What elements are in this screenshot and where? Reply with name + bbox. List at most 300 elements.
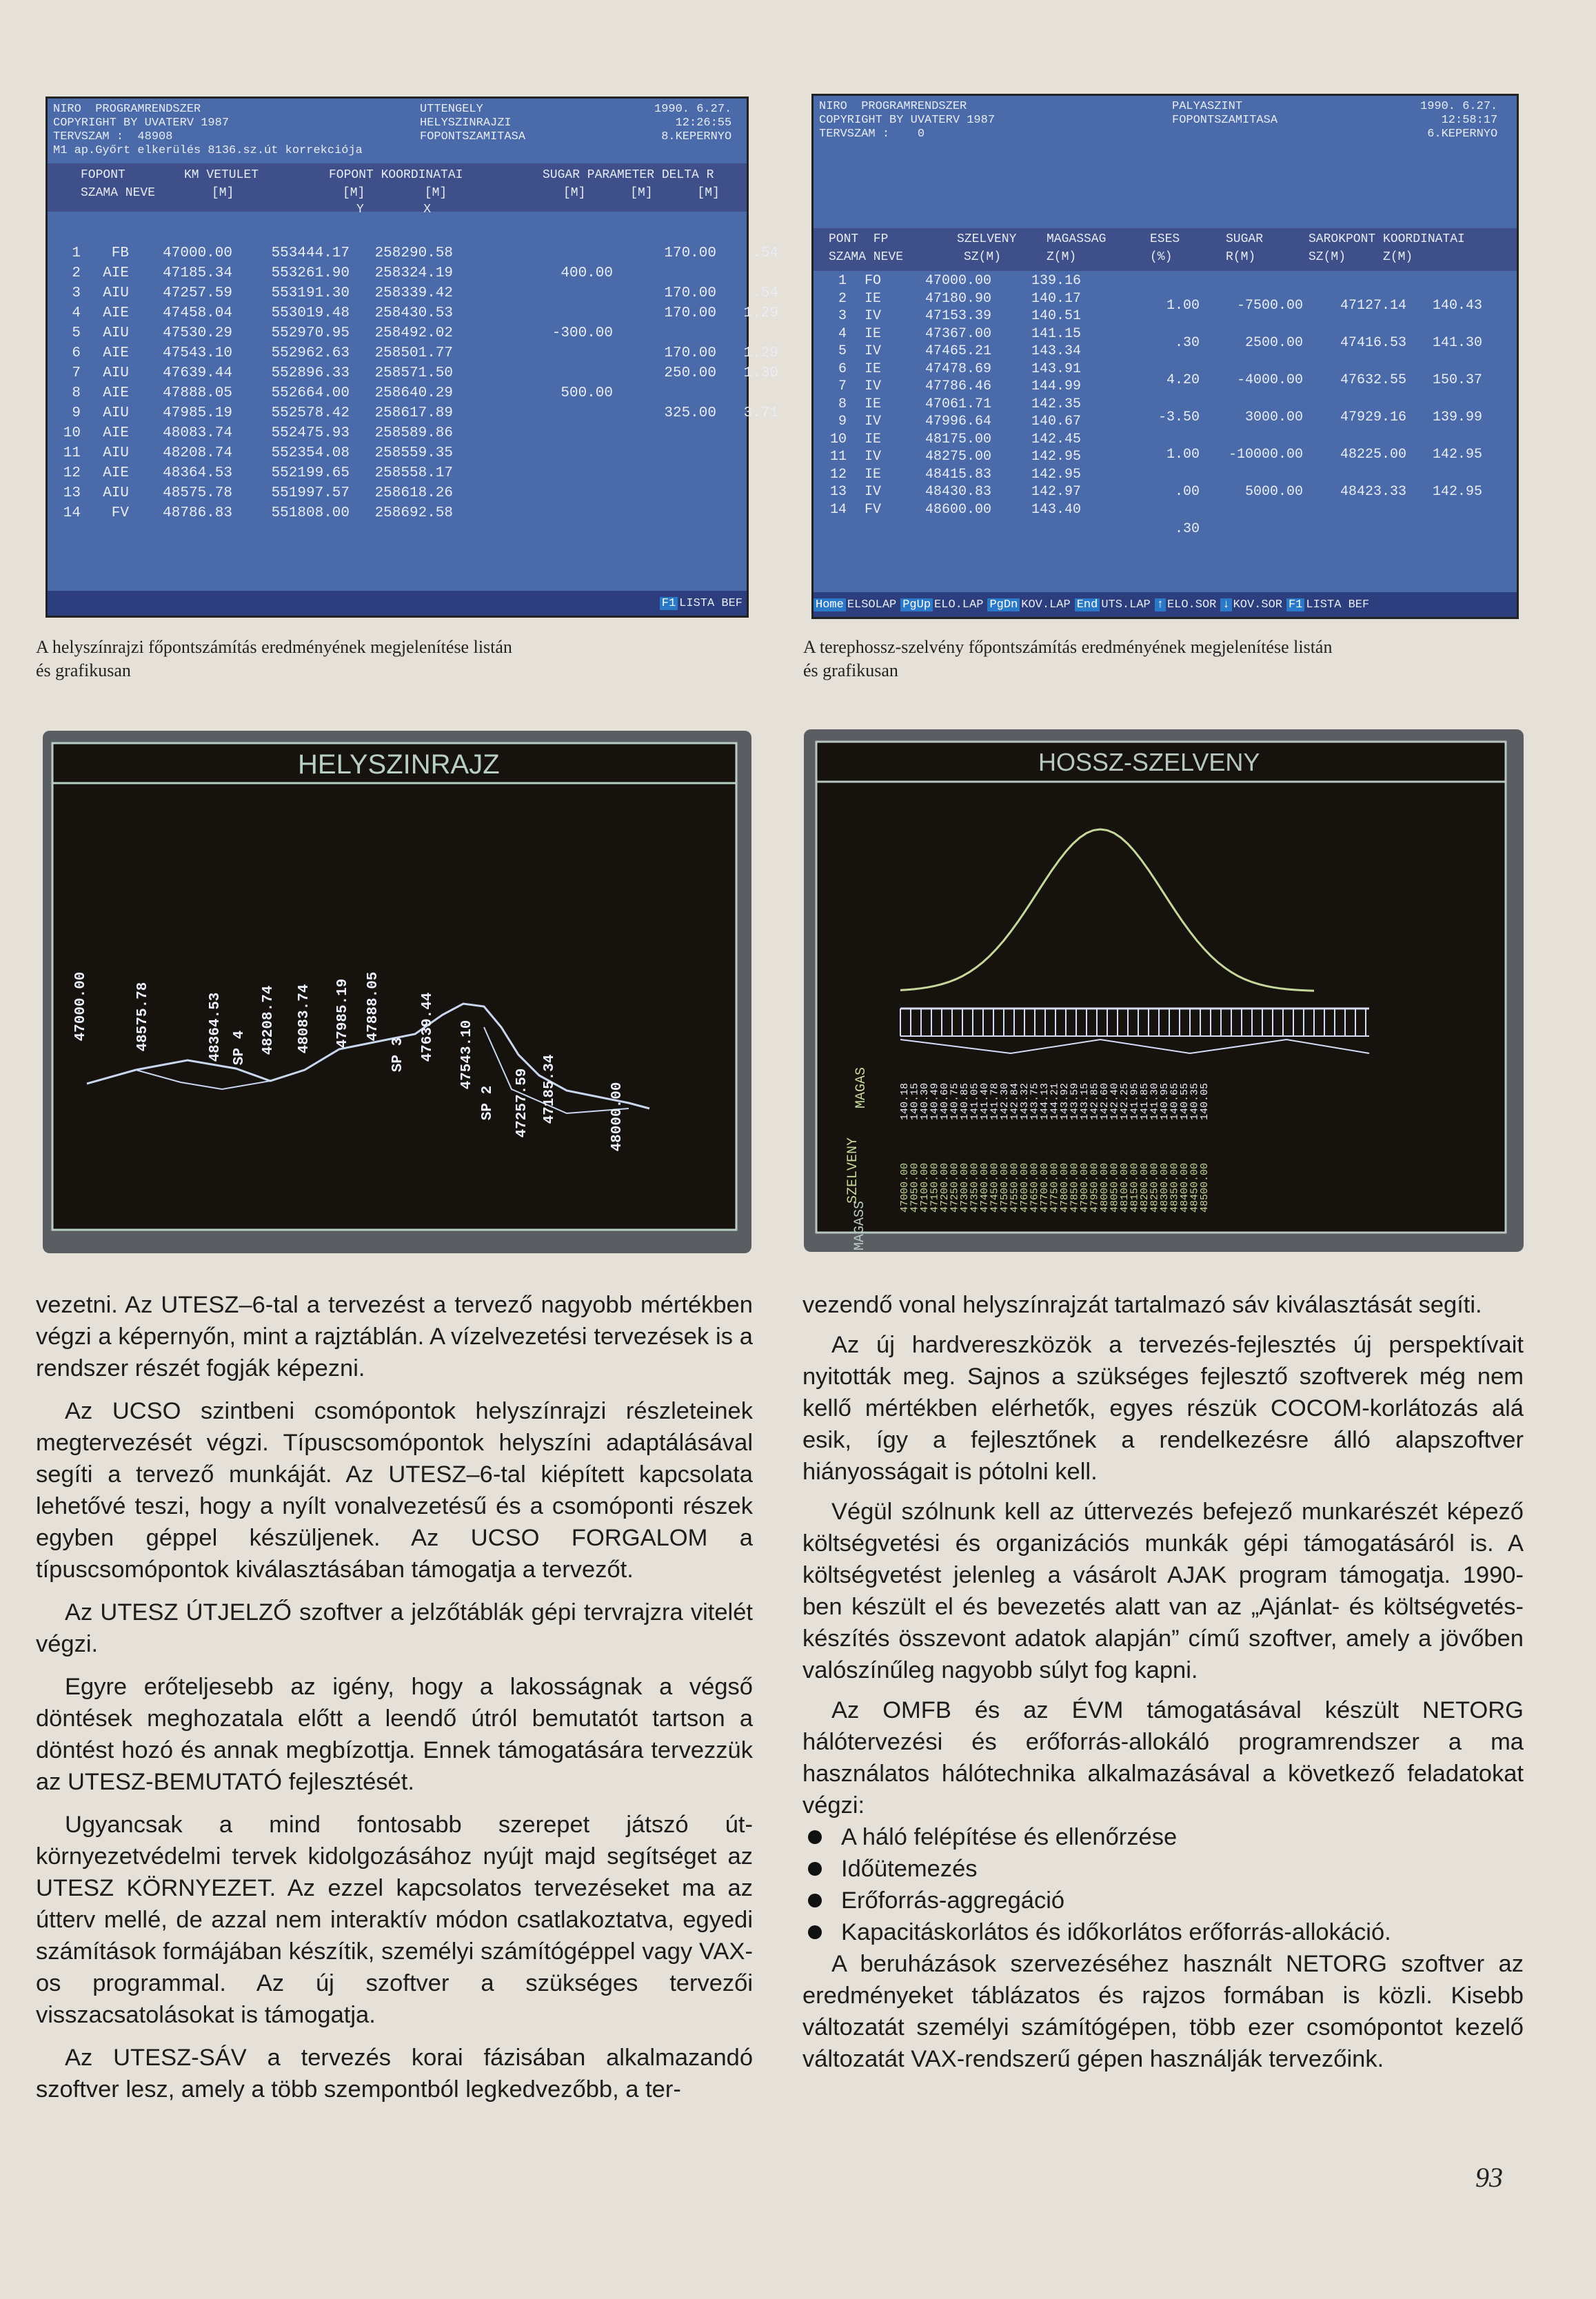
plot-title: HELYSZINRAJZ (298, 749, 500, 780)
table-cell: 258290.58 (374, 245, 453, 261)
screen-header-title (420, 103, 525, 144)
table-cell: .30 (1174, 335, 1200, 351)
table-cell: 258692.58 (374, 505, 453, 521)
table-cell: .00 (1174, 484, 1200, 500)
table-cell: 1.29 (743, 305, 778, 321)
table-cell: 47257.59 (163, 285, 232, 301)
table-cell: 12 (829, 466, 847, 483)
station-label: 47650.00 (1029, 1162, 1041, 1213)
elevation-label: 140.35 (1189, 1082, 1201, 1121)
screen-header-meta (1420, 100, 1497, 141)
fkey[interactable]: F1 (660, 597, 678, 610)
column-header: SZAMA NEVE (81, 186, 156, 200)
paragraph: Az új hardvereszközök a tervezés-fejlesztés új perspektívait nyitották meg. Sajnos a szükséges fejlesztő szoftverek még nem kellő mértékben elérhetők, egyes részük COCOM-korlátozás alá esik, így a fejlesztőnek a rendelkezésre álló alapszoftver hiányosságait is pótolni kell. (802, 1332, 1524, 1485)
table-cell: AIU (103, 445, 129, 461)
table-row (537, 383, 778, 403)
table-row (53, 423, 453, 443)
table-cell: 47543.10 (163, 345, 232, 361)
eses-sugar-columns (1144, 296, 1482, 556)
list-item: Időütemezés (802, 1853, 1524, 1885)
table-row (1144, 407, 1482, 445)
table-cell: IE (864, 396, 881, 412)
station-label: 47600.00 (1019, 1162, 1031, 1213)
table-cell: 13 (63, 485, 81, 501)
fkey-label: KOV.SOR (1233, 598, 1282, 611)
column-header: (%) (1150, 250, 1173, 264)
table-cell: 258324.19 (374, 265, 453, 281)
table-cell: 553261.90 (271, 265, 350, 281)
table-row (819, 466, 1081, 484)
table-cell: AIU (103, 405, 129, 421)
paragraph: Az UTESZ ÚTJELZŐ szoftver a jelzőtáblák gépi tervrajzra vitelét végzi. (36, 1599, 753, 1657)
station-label: SP 2 (480, 1085, 496, 1121)
station-label: 48450.00 (1189, 1162, 1201, 1213)
table-cell: 47061.71 (925, 396, 991, 412)
elevation-label: 142.30 (999, 1082, 1011, 1121)
station-label: 48000.00 (609, 1082, 625, 1152)
column-header: ESES (1150, 232, 1180, 246)
station-label: 47750.00 (1049, 1162, 1061, 1213)
table-cell: 48364.53 (163, 465, 232, 481)
header-line: HELYSZINRAJZI (420, 117, 512, 130)
table-row (819, 272, 1081, 290)
table-cell (1200, 519, 1303, 556)
elevation-label: 140.60 (939, 1082, 951, 1121)
column-header: SZ(M) (964, 250, 1002, 264)
table-cell: 258617.89 (374, 405, 453, 421)
station-label: 48300.00 (1159, 1162, 1171, 1213)
table-cell: 142.95 (1432, 447, 1482, 463)
fkey-label: KOV.LAP (1021, 598, 1071, 611)
table-cell: 6 (72, 345, 81, 361)
table-row (1144, 333, 1482, 370)
screen-szelveny-list (811, 94, 1519, 619)
table-cell: IV (864, 484, 881, 500)
elevation-label: 140.95 (1159, 1082, 1171, 1121)
table-cell (537, 303, 613, 323)
table-cell: 7 (838, 378, 847, 394)
elevation-label: 142.84 (1009, 1082, 1021, 1121)
table-cell: 325.00 (664, 405, 716, 421)
table-cell: 551808.00 (271, 505, 350, 521)
caption-line: A terephossz-szelvény főpontszámítás eredményének megjelenítése listán (803, 637, 1333, 657)
table-cell: 7 (72, 365, 81, 381)
elevation-label: 143.15 (1079, 1082, 1091, 1121)
station-label: 48050.00 (1109, 1162, 1121, 1213)
table-cell: AIU (103, 285, 129, 301)
table-cell: AIE (103, 265, 129, 281)
table-cell: 552578.42 (271, 405, 350, 421)
table-cell: 47367.00 (925, 325, 991, 342)
table-cell: IV (864, 449, 881, 465)
elevation-label: 141.05 (969, 1082, 981, 1121)
table-cell: 141.15 (1031, 325, 1081, 342)
table-cell: 4 (72, 305, 81, 321)
table-cell (537, 403, 613, 423)
fopont-table (53, 243, 453, 523)
station-label: 48208.74 (261, 985, 276, 1055)
table-cell: AIE (103, 425, 129, 441)
table-row (819, 361, 1081, 378)
table-cell: 143.40 (1031, 501, 1081, 518)
column-header: Y X (356, 203, 432, 216)
elevation-label: 140.75 (949, 1082, 961, 1121)
fkey[interactable]: PgUp (900, 598, 933, 611)
table-cell: 47000.00 (925, 273, 991, 289)
table-row (1144, 370, 1482, 407)
table-cell: .54 (752, 285, 778, 301)
paragraph: vezendő vonal helyszínrajzát tartalmazó sáv kiválasztását segíti. (802, 1292, 1482, 1318)
column-header: PONT FP (829, 232, 889, 246)
table-cell: 3000.00 (1244, 409, 1303, 425)
table-cell (537, 243, 613, 263)
table-cell: IV (864, 414, 881, 429)
table-cell: 258492.02 (374, 325, 453, 341)
table-cell: 47465.21 (925, 343, 991, 359)
table-row (537, 403, 778, 423)
table-cell: IE (864, 290, 881, 307)
table-cell: 139.16 (1031, 273, 1081, 289)
table-cell: AIU (103, 365, 129, 381)
table-cell: 1.30 (743, 365, 778, 381)
table-cell: 47185.34 (163, 265, 232, 281)
station-label: 47900.00 (1079, 1162, 1091, 1213)
table-cell: FV (111, 505, 129, 521)
station-label: 47050.00 (909, 1162, 921, 1213)
station-label: 48200.00 (1139, 1162, 1151, 1213)
table-cell (613, 263, 716, 283)
paragraph: A beruházások szervezéséhez használt NETORG szoftver az eredményeket táblázatos és rajzos formában is közli. Kisebb változatát személyi számítógépen, több ezer csomópontot kezelő változatát VAX-rendszerű gépen használják tervezőink. (802, 1951, 1524, 2072)
station-label: 47000.00 (73, 971, 89, 1042)
station-label: 48575.78 (135, 982, 151, 1052)
table-cell: IE (864, 466, 881, 483)
elevation-label: 140.49 (929, 1082, 941, 1121)
table-row (819, 290, 1081, 308)
table-cell: 258559.35 (374, 445, 453, 461)
header-line: 1990. 6.27. (1420, 100, 1498, 113)
table-cell: AIE (103, 385, 129, 401)
text-column-left (36, 1289, 753, 2105)
header-line: FOPONTSZAMITASA (1172, 114, 1278, 127)
fkey-label: LISTA BEF (679, 596, 743, 610)
table-row (819, 378, 1081, 396)
table-cell: 3.71 (743, 405, 778, 421)
table-cell: 142.95 (1031, 449, 1081, 465)
table-cell: 8 (72, 385, 81, 401)
table-row (537, 303, 778, 323)
header-line: COPYRIGHT BY UVATERV 1987 (819, 114, 996, 127)
table-cell: 3 (72, 285, 81, 301)
header-line: FOPONTSZAMITASA (420, 130, 526, 143)
table-cell: 552962.63 (271, 345, 350, 361)
station-label: 47300.00 (959, 1162, 971, 1213)
table-row (819, 483, 1081, 501)
elevation-label: 143.59 (1069, 1082, 1081, 1121)
text-column-right (802, 1289, 1524, 2075)
table-cell: 9 (838, 414, 847, 429)
table-cell: 1.00 (1166, 298, 1200, 314)
station-label: 48083.74 (296, 984, 312, 1054)
station-label: 48150.00 (1129, 1162, 1141, 1213)
elevation-label: 140.55 (1179, 1082, 1191, 1121)
elevation-label: 142.25 (1119, 1082, 1131, 1121)
station-label: 47550.00 (1009, 1162, 1021, 1213)
table-cell: 500.00 (560, 385, 613, 401)
table-cell (613, 323, 716, 343)
table-cell (1406, 519, 1482, 556)
table-cell: 10 (829, 431, 847, 447)
column-header: SAROKPONT KOORDINATAI (1309, 232, 1465, 246)
table-cell: 47530.29 (163, 325, 232, 341)
elevation-label: 143.32 (1019, 1082, 1031, 1121)
station-label: 47700.00 (1039, 1162, 1051, 1213)
station-label: 47950.00 (1089, 1162, 1101, 1213)
header-line: PALYASZINT (1172, 100, 1243, 113)
table-row (819, 325, 1081, 343)
fkey[interactable]: PgDn (987, 598, 1020, 611)
table-cell: 258618.26 (374, 485, 453, 501)
table-row (537, 343, 778, 363)
table-cell: 10 (63, 425, 81, 441)
table-cell: 12 (63, 465, 81, 481)
table-cell: 258640.29 (374, 385, 453, 401)
figure-caption-left (36, 636, 760, 682)
table-cell: 4.20 (1166, 372, 1200, 388)
table-cell: 3 (838, 308, 847, 324)
paragraph: Ugyancsak a mind fontosabb szerepet játszó út-környezetvédelmi tervek kidolgozásához nyújt majd segítséget az UTESZ KÖRNYEZET. Az ezzel kapcsolatos tervezéseket ma az útterv mellé, de azzal nem interaktív módon csatlakoztatva, egyedi számítások formájában készítik, személyi számítógéppel vagy VAX-os programmal. Az új szoftver a szükséges tervezői visszacsatolásokat is támogatja. (36, 1812, 753, 2028)
fkey[interactable]: End (1075, 598, 1100, 611)
table-cell: 48430.83 (925, 484, 991, 500)
table-cell (537, 283, 613, 303)
table-cell: 553444.17 (271, 245, 350, 261)
table-cell: 258589.86 (374, 425, 453, 441)
table-cell: 258501.77 (374, 345, 453, 361)
table-row (53, 383, 453, 403)
header-line: NIRO PROGRAMRENDSZER (819, 100, 967, 113)
list-item: A háló felépítése és ellenőrzése (802, 1821, 1524, 1853)
caption-line: és grafikusan (803, 660, 898, 680)
table-cell: 1 (72, 245, 81, 261)
table-cell: 170.00 (664, 345, 716, 361)
table-cell: AIU (103, 485, 129, 501)
table-cell: 48415.83 (925, 466, 991, 483)
station-label: 47450.00 (989, 1162, 1001, 1213)
table-cell: 48600.00 (925, 501, 991, 518)
table-cell (716, 383, 778, 403)
column-header: Z(M) (1047, 250, 1077, 264)
table-cell: 4 (838, 325, 847, 342)
table-row (53, 483, 453, 503)
table-row (819, 343, 1081, 361)
table-row (537, 323, 778, 343)
station-label: 48100.00 (1119, 1162, 1131, 1213)
table-cell: 9 (72, 405, 81, 421)
station-label: SP 3 (390, 1037, 406, 1073)
station-label: 47150.00 (929, 1162, 941, 1213)
fkey[interactable]: F1 (1286, 598, 1304, 611)
table-cell: 258430.53 (374, 305, 453, 321)
elevation-label: 141.30 (1149, 1082, 1161, 1121)
table-row (819, 307, 1081, 325)
elevation-label: 144.13 (1039, 1082, 1051, 1121)
screen-header-title (1172, 100, 1277, 128)
table-cell: 140.17 (1031, 290, 1081, 307)
table-cell (537, 363, 613, 383)
table-cell: 552199.65 (271, 465, 350, 481)
station-label: 47800.00 (1059, 1162, 1071, 1213)
table-cell (613, 383, 716, 403)
table-cell: 258571.50 (374, 365, 453, 381)
table-cell: 48275.00 (925, 449, 991, 465)
plot-frame (816, 742, 1506, 1233)
table-cell: IV (864, 378, 881, 394)
station-label: 47543.10 (459, 1020, 475, 1090)
axis-label: MAGAS (853, 1066, 869, 1109)
paragraph: Az UCSO szintbeni csomópontok helyszínrajzi részleteinek megtervezését végzi. Típuscsomópontok helyszíni adaptálásával segíti a tervező munkáját. Az UTESZ–6-tal kiépített kapcsolata lehetővé teszi, hogy a nyílt vonalvezetésű és a csomóponti részek egyben géppel készüljenek. Az UCSO FORGALOM a típuscsomópontok kiválasztásában támogatja a tervezőt. (36, 1398, 753, 1583)
caption-line: és grafikusan (36, 660, 131, 680)
table-cell: .54 (752, 245, 778, 261)
caption-line: A helyszínrajzi főpontszámítás eredményének megjelenítése listán (36, 637, 512, 657)
table-cell (716, 263, 778, 283)
table-cell: 552664.00 (271, 385, 350, 401)
table-cell: 5 (838, 343, 847, 359)
table-row (1144, 296, 1482, 333)
table-cell: 47153.39 (925, 308, 991, 324)
list-item: Erőforrás-aggregáció (802, 1885, 1524, 1916)
screen-header-meta (654, 103, 731, 144)
table-cell: 141.30 (1432, 335, 1482, 351)
elevation-label: 140.05 (1199, 1082, 1211, 1121)
paragraph: Az OMFB és az ÉVM támogatásával készült NETORG hálótervezési és erőforrás-allokáló programrendszer a ma használatos hálótechnika alkalmazásával a következő feladatokat végzi: (802, 1697, 1524, 1819)
table-row (819, 448, 1081, 466)
table-cell: 6 (838, 361, 847, 377)
axis-label: SZELVENY (845, 1137, 861, 1204)
table-cell: 14 (63, 505, 81, 521)
column-header: SUGAR (1226, 232, 1264, 246)
table-cell: -10000.00 (1228, 447, 1303, 463)
table-cell: 48175.00 (925, 431, 991, 447)
table-row (53, 363, 453, 383)
table-cell: 47888.05 (163, 385, 232, 401)
table-cell (537, 343, 613, 363)
screen-header (53, 103, 363, 158)
table-cell: 48083.74 (163, 425, 232, 441)
table-cell: 1 (838, 273, 847, 289)
table-row (53, 343, 453, 363)
station-label: 48250.00 (1149, 1162, 1161, 1213)
table-cell: 170.00 (664, 245, 716, 261)
crt-hossz-szelveny (804, 729, 1524, 1252)
header-line: 1990. 6.27. (654, 103, 732, 116)
table-cell: -300.00 (552, 325, 613, 341)
sugar-param-columns (537, 243, 778, 423)
table-cell: 142.95 (1031, 466, 1081, 483)
header-line: NIRO PROGRAMRENDSZER (53, 103, 201, 116)
column-header: KM VETULET (184, 168, 259, 182)
column-header: MAGASSAG (1047, 232, 1107, 246)
table-cell: 2 (838, 290, 847, 307)
station-label: 47185.34 (542, 1054, 558, 1124)
header-line: TERVSZAM : 0 (819, 128, 925, 141)
table-row (1144, 482, 1482, 519)
column-header: [M] (212, 186, 234, 200)
table-cell: 552354.08 (271, 445, 350, 461)
header-line: 8.KEPERNYO (661, 130, 732, 143)
table-cell: 250.00 (664, 365, 716, 381)
table-cell: 170.00 (664, 305, 716, 321)
table-cell: 142.97 (1031, 484, 1081, 500)
table-row (53, 403, 453, 423)
table-cell: -7500.00 (1236, 298, 1303, 314)
header-line: COPYRIGHT BY UVATERV 1987 (53, 117, 230, 130)
plot-frame (52, 743, 736, 1230)
table-cell: FB (111, 245, 129, 261)
table-row (537, 243, 778, 263)
elevation-label: 140.85 (959, 1082, 971, 1121)
table-cell: 553191.30 (271, 285, 350, 301)
station-label: 48350.00 (1169, 1162, 1181, 1213)
table-row (53, 303, 453, 323)
elevation-label: 140.18 (899, 1082, 911, 1121)
table-cell: 13 (829, 484, 847, 500)
elevation-label: 141.85 (1139, 1082, 1151, 1121)
station-label: 47257.59 (514, 1068, 530, 1138)
station-label: 48000.00 (1099, 1162, 1111, 1213)
table-cell: IE (864, 325, 881, 342)
station-label: 47000.00 (899, 1162, 911, 1213)
table-cell: 48225.00 (1340, 447, 1406, 463)
table-cell: 47000.00 (163, 245, 232, 261)
fkey[interactable]: ↑ (1155, 598, 1166, 611)
fkey[interactable]: ↓ (1220, 598, 1231, 611)
table-cell: IE (864, 361, 881, 377)
table-cell: IE (864, 431, 881, 447)
elevation-label: 140.30 (919, 1082, 931, 1121)
hossz-szelveny-plot (804, 729, 1524, 1252)
table-cell: 47416.53 (1340, 335, 1406, 351)
table-row (53, 283, 453, 303)
fkey[interactable]: Home (814, 598, 846, 611)
table-cell: 139.99 (1432, 409, 1482, 425)
elevation-label: 141.95 (1129, 1082, 1141, 1121)
table-cell: 48423.33 (1340, 484, 1406, 500)
table-row (53, 463, 453, 483)
table-cell: FV (864, 501, 881, 518)
fkey-label: LISTA BEF (1306, 598, 1370, 611)
header-line: M1 ap.Győrt elkerülés 8136.sz.út korrekciója (53, 144, 363, 157)
task-list (802, 1821, 1524, 1948)
table-row (819, 431, 1081, 449)
table-cell: FO (864, 273, 881, 289)
station-label: 47500.00 (999, 1162, 1011, 1213)
column-header: FOPONT (81, 168, 125, 182)
table-cell: 144.99 (1031, 378, 1081, 394)
table-cell: 2500.00 (1244, 335, 1303, 351)
table-cell: 142.45 (1031, 431, 1081, 447)
elevation-label: 142.40 (1109, 1082, 1121, 1121)
paragraph: Végül szólnunk kell az úttervezés befejező munkarészét képező költségvetési és organizációs munkák gépi támogatásáról is. A költségvetést jelenleg a vásárolt AJAK program támogatja. 1990-ben készült el és bevezetés alatt van az „Ajánlat- és költségvetés-készítés összevont adatok alapján” című szoftver, amely a jövőben valószínűleg nagyobb súlyt fog kapni. (802, 1499, 1524, 1683)
table-cell: 1.29 (743, 345, 778, 361)
table-cell: IV (864, 308, 881, 324)
table-cell: 47127.14 (1340, 298, 1406, 314)
table-cell: AIE (103, 305, 129, 321)
table-cell: 8 (838, 396, 847, 412)
szelveny-table (819, 272, 1081, 518)
station-label: 48364.53 (208, 992, 223, 1062)
table-cell: 142.95 (1432, 484, 1482, 500)
elevation-label: 142.60 (1099, 1082, 1111, 1121)
column-header: [M] [M] (343, 186, 447, 200)
